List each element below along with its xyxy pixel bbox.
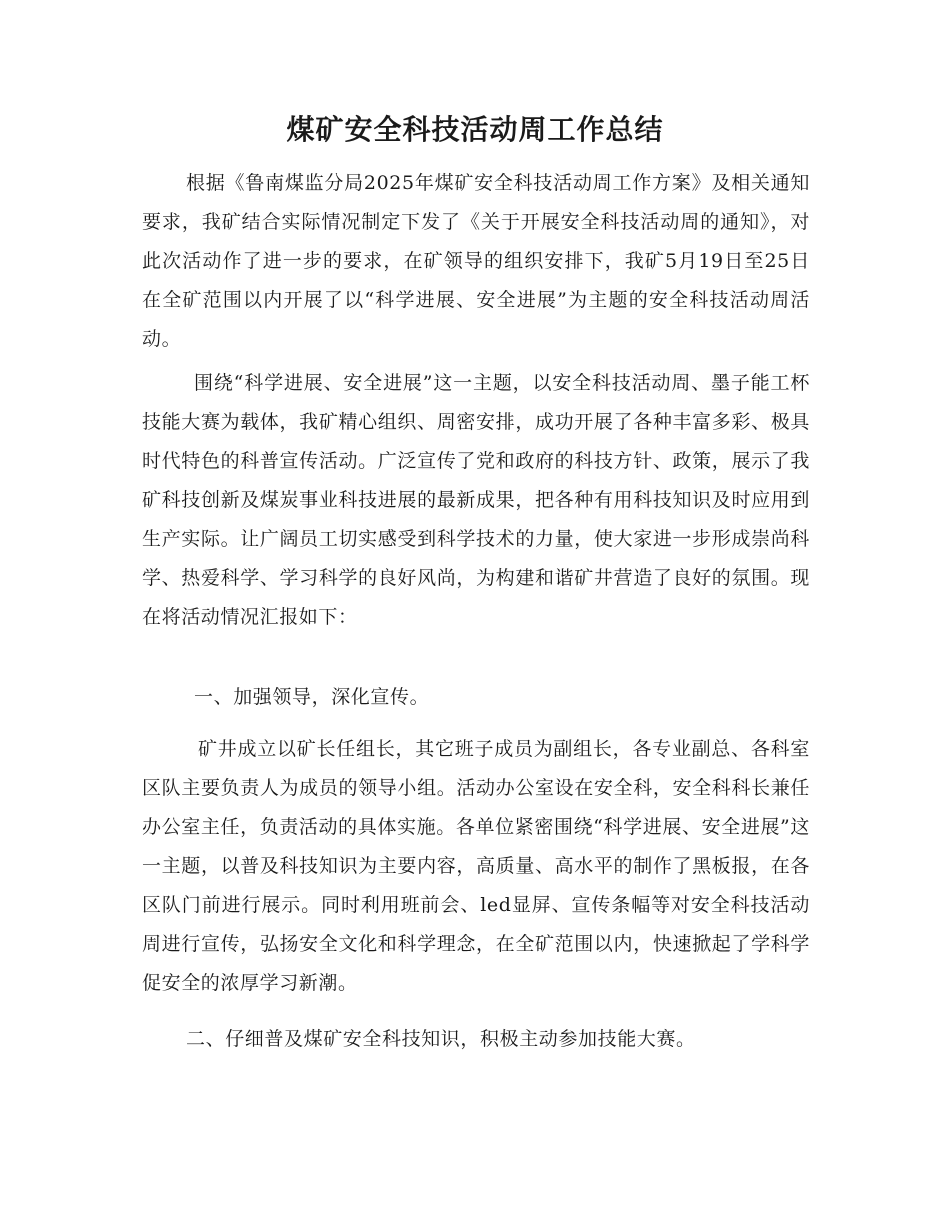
section-heading-1: 一、加强领导，深化宣传。 xyxy=(194,686,430,708)
paragraph-theme: 围绕“科学进展、安全进展”这一主题，以安全科技活动周、墨子能工杯技能大赛为载体，我矿精心组织、周密安排，成功开展了各种丰富多彩、极具时代特色的科普宣传活动。广泛宣传了党和政府的科技方针、政策，展示了我矿科技创新及煤炭事业科技进展的最新成果，把各种有用科技知识及时应用到生产实际。让广阔员工切实感受到科学技术的力量，使大家进一步形成崇尚科学、热爱科学、学习科学的良好风尚，为构建和谐矿井营造了良好的氛围。现在将活动情况汇报如下： xyxy=(142,372,810,628)
paragraph-leadership: 矿井成立以矿长任组长，其它班子成员为副组长，各专业副总、各科室区队主要负责人为成员的领导小组。活动办公室设在安全科，安全科科长兼任办公室主任，负责活动的具体实施。各单位紧密围绕“科学进展、安全进展”这一主题，以普及科技知识为主要内容，高质量、高水平的制作了黑板报，在各区队门前进行展示。同时利用班前会、led显屏、宣传条幅等对安全科技活动周进行宣传，弘扬安全文化和科学理念，在全矿范围以内，快速掀起了学科学促安全的浓厚学习新潮。 xyxy=(142,738,810,994)
document-title: 煤矿安全科技活动周工作总结 xyxy=(286,113,664,146)
paragraph-intro: 根据《鲁南煤监分局2025年煤矿安全科技活动周工作方案》及相关通知要求，我矿结合实际情况制定下发了《关于开展安全科技活动周的通知》，对此次活动作了进一步的要求，在矿领导的组织安排下，我矿5月19日至25日在全矿范围以内开展了以“科学进展、安全进展”为主题的安全科技活动周活动。 xyxy=(142,172,810,350)
section-heading-2: 二、仔细普及煤矿安全科技知识，积极主动参加技能大赛。 xyxy=(186,1028,696,1050)
